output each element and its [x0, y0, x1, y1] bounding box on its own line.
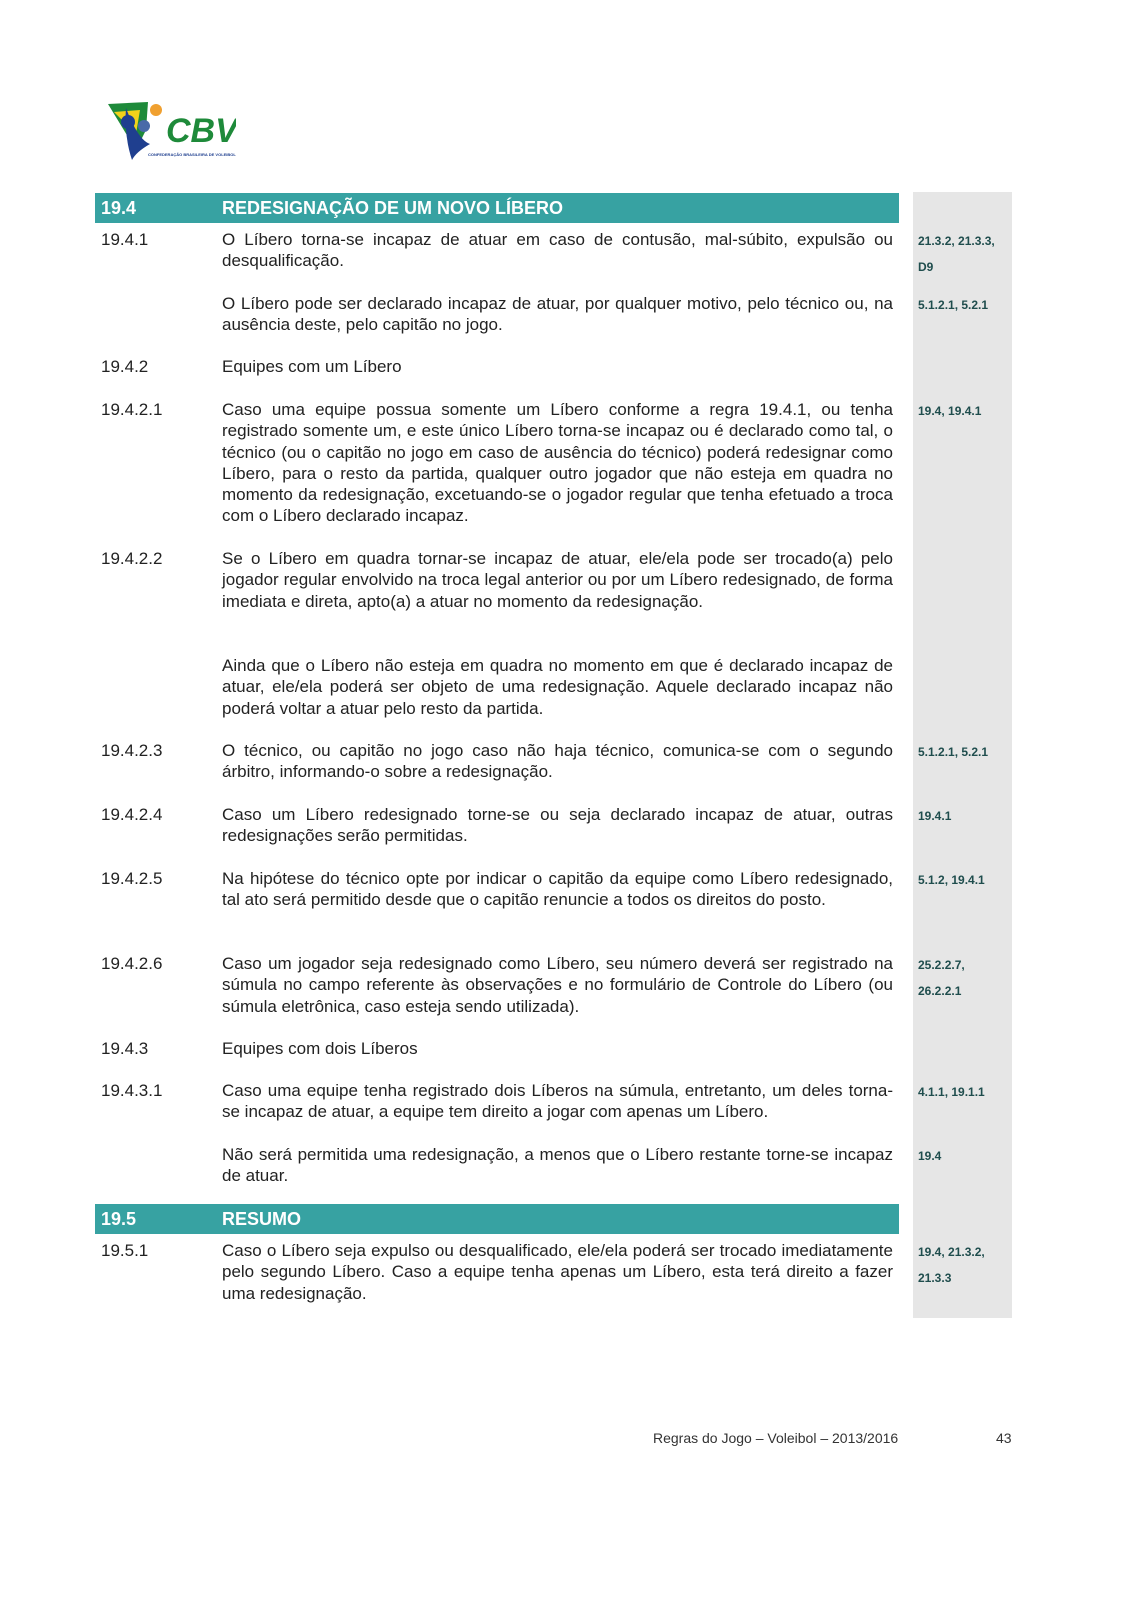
page-number: 43: [996, 1430, 1012, 1446]
rule-text: Caso um jogador seja redesignado como Líbero, seu número deverá ser registrado na súmula no campo referente às observações e no formulário de Controle do Líbero (ou súmula eletrônica, caso esteja sendo utilizada).: [222, 954, 893, 1016]
rule-text: Equipes com um Líbero: [222, 357, 402, 376]
reference: 19.4, 21.3.2,: [918, 1245, 985, 1259]
rule-references: [918, 1143, 1008, 1169]
section-title: RESUMO: [222, 1209, 302, 1229]
rule-text: Caso uma equipe tenha registrado dois Líberos na súmula, entretanto, um deles torna-se incapaz de atuar, a equipe tem direito a jogar com apenas um Líbero.: [222, 1081, 893, 1122]
reference: 5.1.2.1, 5.2.1: [918, 745, 989, 759]
rule-number: 19.4.2: [101, 357, 149, 376]
section-header-19-4: [95, 193, 899, 223]
reference: 4.1.1, 19.1.1: [918, 1085, 985, 1099]
rule-text: Se o Líbero em quadra tornar-se incapaz de atuar, ele/ela pode ser trocado(a) pelo jogador regular envolvido na troca legal anterior ou por um Líbero redesignado, de forma imediata e direta, apto(a) a atuar no momento da redesignação.: [222, 549, 893, 611]
rule-text: Ainda que o Líbero não esteja em quadra no momento em que é declarado incapaz de atuar, ele/ela poderá ser objeto de uma redesignação. Aquele declarado incapaz não poderá voltar a atuar pelo resto da partida.: [222, 656, 893, 718]
rule-number: 19.4.2.6: [101, 954, 163, 973]
rule-references: [918, 228, 1008, 280]
reference: 19.4: [918, 1149, 942, 1163]
reference: D9: [918, 260, 934, 274]
rule-references: [918, 1079, 1008, 1105]
rule-number: 19.4.2.2: [101, 549, 163, 568]
rule-text: Caso um Líbero redesignado torne-se ou seja declarado incapaz de atuar, outras redesignações serão permitidas.: [222, 805, 893, 846]
footer-title: Regras do Jogo – Voleibol – 2013/2016: [653, 1430, 899, 1446]
svg-text:CONFEDERAÇÃO BRASILEIRA DE VOL: CONFEDERAÇÃO BRASILEIRA DE VOLEIBOL: [148, 152, 236, 157]
section-number: 19.5: [101, 1209, 137, 1229]
rule-text: Na hipótese do técnico opte por indicar o capitão da equipe como Líbero redesignado, tal ato será permitido desde que o capitão renuncie a todos os direitos do posto.: [222, 869, 893, 910]
rule-references: [918, 292, 1008, 318]
rule-number: 19.5.1: [101, 1241, 149, 1260]
rule-text: Equipes com dois Líberos: [222, 1039, 418, 1058]
reference: 19.4.1: [918, 809, 952, 823]
rule-number: 19.4.3: [101, 1039, 149, 1058]
section-title: REDESIGNAÇÃO DE UM NOVO LÍBERO: [222, 198, 564, 218]
reference: 21.3.3: [918, 1271, 952, 1285]
rule-references: [918, 803, 1008, 829]
rule-text: Não será permitida uma redesignação, a menos que o Líbero restante torne-se incapaz de atuar.: [222, 1145, 893, 1186]
rule-references: [918, 398, 1008, 424]
section-number: 19.4: [101, 198, 137, 218]
rule-references: [918, 1239, 1008, 1291]
rule-references: [918, 952, 1008, 1004]
reference: 25.2.2.7,: [918, 958, 965, 972]
section-header-19-5: [95, 1204, 899, 1234]
rule-references: [918, 867, 1008, 893]
rule-text: O Líbero torna-se incapaz de atuar em caso de contusão, mal-súbito, expulsão ou desqualificação.: [222, 230, 893, 271]
rule-number: 19.4.2.1: [101, 400, 163, 419]
reference: 19.4, 19.4.1: [918, 404, 982, 418]
rule-references: [918, 739, 1008, 765]
rule-text: O técnico, ou capitão no jogo caso não haja técnico, comunica-se com o segundo árbitro, informando-o sobre a redesignação.: [222, 741, 893, 782]
rule-number: 19.4.2.4: [101, 805, 163, 824]
svg-text:CBV: CBV: [166, 112, 236, 150]
reference: 5.1.2, 19.4.1: [918, 873, 985, 887]
rule-number: 19.4.1: [101, 230, 149, 249]
cbv-logo: [106, 100, 236, 167]
rule-number: 19.4.2.3: [101, 741, 163, 760]
rule-number: 19.4.3.1: [101, 1081, 163, 1100]
reference: 5.1.2.1, 5.2.1: [918, 298, 989, 312]
rule-text: O Líbero pode ser declarado incapaz de atuar, por qualquer motivo, pelo técnico ou, na ausência deste, pelo capitão no jogo.: [222, 294, 893, 335]
rule-text: Caso uma equipe possua somente um Líbero conforme a regra 19.4.1, ou tenha registrado somente um, e este único Líbero torna-se incapaz ou é declarado como tal, o técnico (ou o capitão no jogo em caso de ausência do técnico) poderá redesignar como Líbero, para o resto da partida, qualquer outro jogador que não esteja em quadra no momento da redesignação, excetuando-se o jogador regular que tenha efetuado a troca com o Líbero declarado incapaz.: [222, 400, 893, 526]
reference: 21.3.2, 21.3.3,: [918, 234, 995, 248]
reference: 26.2.2.1: [918, 984, 962, 998]
rule-text: Caso o Líbero seja expulso ou desqualificado, ele/ela poderá ser trocado imediatamente pelo segundo Líbero. Caso a equipe tenha apenas um Líbero, esta terá direito a fazer uma redesignação.: [222, 1241, 893, 1303]
rule-number: 19.4.2.5: [101, 869, 163, 888]
